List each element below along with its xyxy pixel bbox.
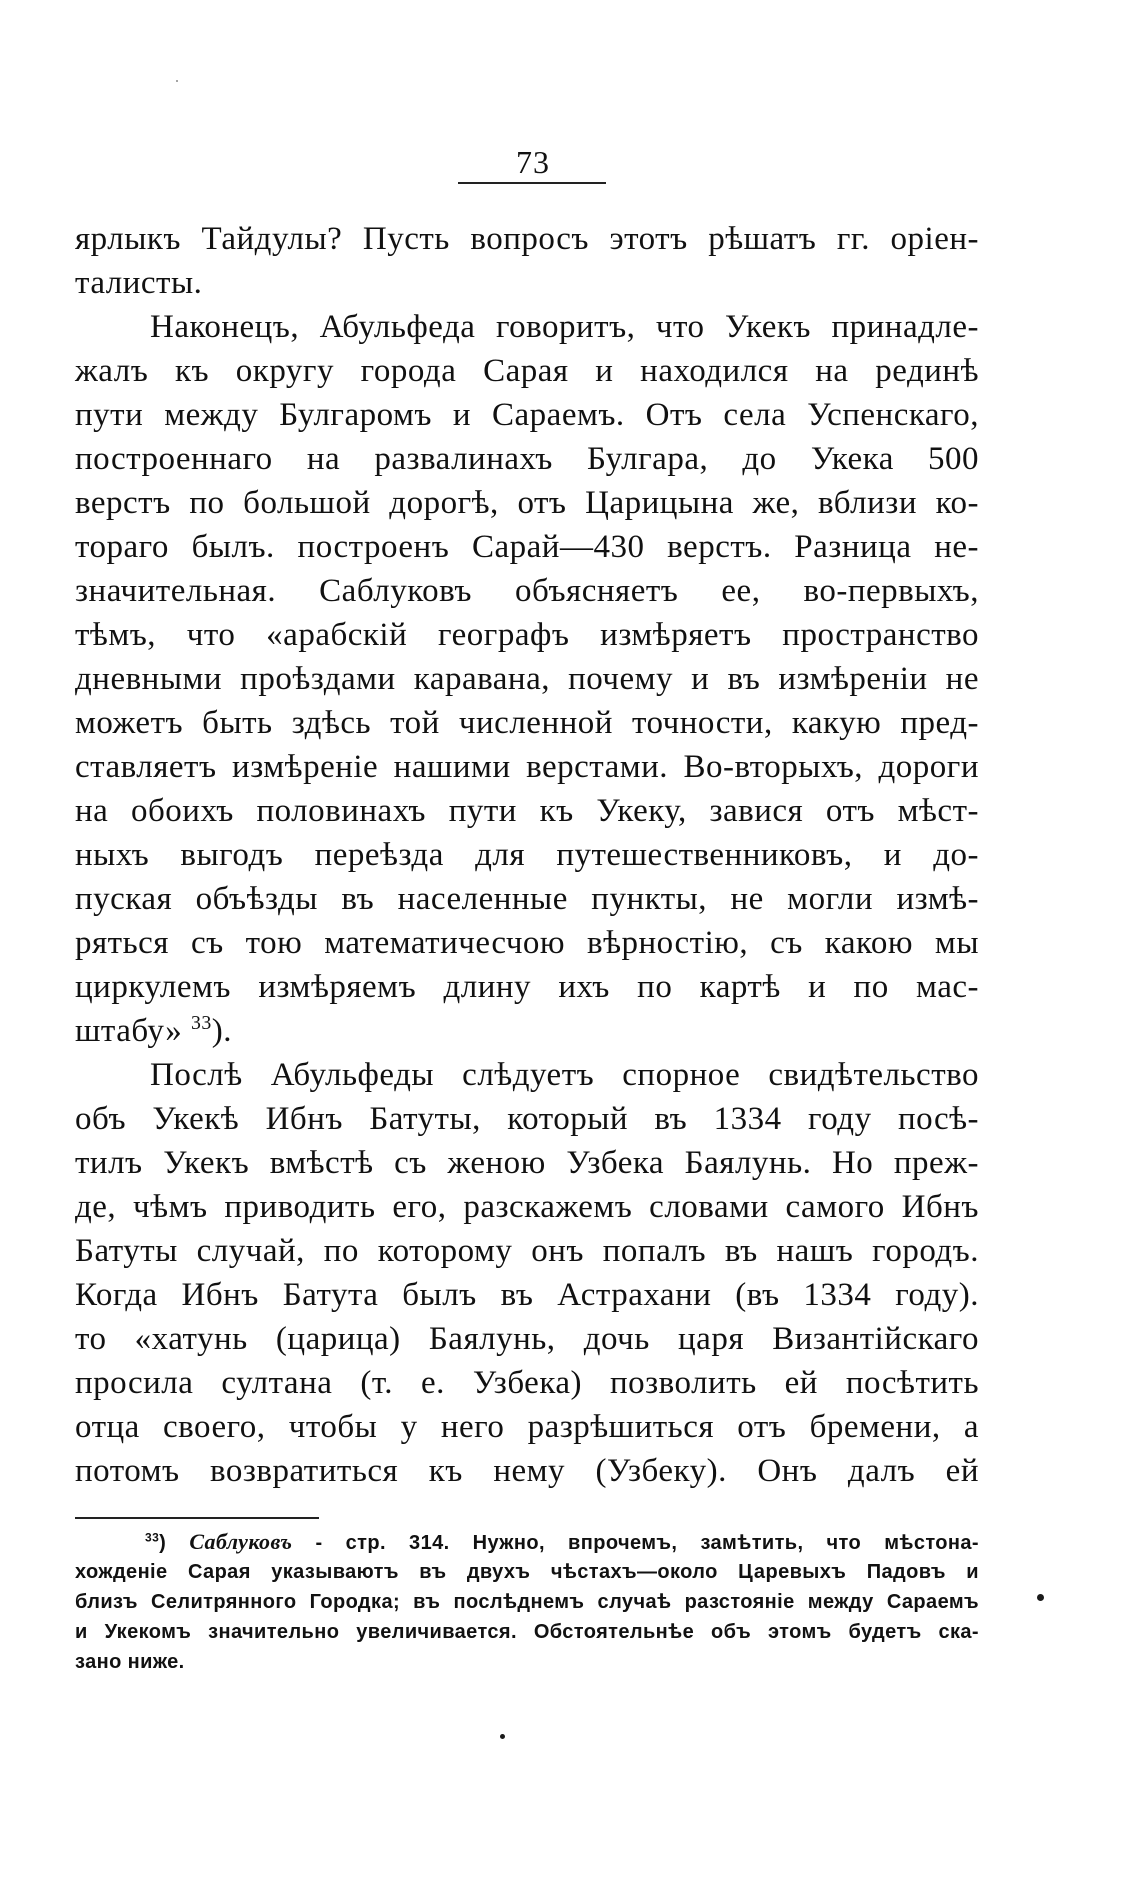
text-fragment: штабу» (75, 1013, 191, 1049)
text-line: талисты. (75, 265, 203, 301)
ink-speck (176, 80, 178, 82)
page-number: 73 (516, 144, 550, 180)
text-line: ныхъ выгодъ переѣзда для путешественниковъ, и до- (75, 837, 979, 873)
footnote-line: близъ Селитрянного Городка; въ послѣднемъ случаѣ разстояніе между Сараемъ (75, 1591, 979, 1613)
text-line: Наконецъ, Абульфеда говоритъ, что Укекъ принадле- (150, 309, 979, 345)
text-line: Батуты случай, по которому онъ попалъ въ нашъ городъ. (75, 1233, 979, 1269)
paragraph-3 (75, 1053, 979, 1493)
text-line: просила султана (т. е. Узбека) позволить ей посѣтить (75, 1365, 979, 1401)
text-line: отца своего, чтобы у него разрѣшиться отъ бремени, а (75, 1409, 979, 1445)
text-line: тѣмъ, что «арабскій географъ измѣряетъ пространство (75, 617, 979, 653)
ink-speck (1037, 1594, 1044, 1601)
text-fragment: ). (211, 1013, 233, 1049)
footnote-33 (75, 1527, 979, 1677)
text-line: можетъ быть здѣсь той численной точности, какую пред- (75, 705, 979, 741)
ink-speck (500, 1734, 505, 1739)
text-line: то «хатунь (царица) Баялунь, дочь царя Византійскаго (75, 1321, 979, 1357)
text-line: ставляетъ измѣреніе нашими верстами. Во-вторыхъ, дороги (75, 749, 979, 785)
footnote-line: зано ниже. (75, 1651, 185, 1673)
text-line: жалъ къ округу города Сарая и находился на рединѣ (75, 353, 979, 389)
footnote-line (75, 1527, 979, 1557)
footnote-line: хожденіе Сарая указываютъ въ двухъ чѣстахъ—около Царевыхъ Падовъ и (75, 1561, 979, 1583)
footnote-reference: 33 (191, 1012, 212, 1034)
footnote-line: и Укекомъ значительно увеличивается. Обстоятельнѣе объ этомъ будетъ ска- (75, 1621, 979, 1643)
text-line: тилъ Укекъ вмѣстѣ съ женою Узбека Баялунь. Но преж- (75, 1145, 979, 1181)
page-number-rule (458, 182, 606, 184)
text-line: циркулемъ измѣряемъ длину ихъ по картѣ и по мас- (75, 969, 979, 1005)
text-line: тораго былъ. построенъ Сарай—430 верстъ. Разница не- (75, 529, 979, 565)
text-line: объ Укекѣ Ибнъ Батуты, который въ 1334 году посѣ- (75, 1101, 979, 1137)
text-line: Послѣ Абульфеды слѣдуетъ спорное свидѣтельство (150, 1057, 979, 1093)
text-line: построеннаго на развалинахъ Булгара, до Укека 500 (75, 441, 979, 477)
footnote-rule (75, 1517, 319, 1519)
body-text (75, 217, 979, 1493)
text-line (75, 1009, 979, 1053)
text-line: пути между Булгаромъ и Сараемъ. Отъ села Успенскаго, (75, 397, 979, 433)
text-line: верстъ по большой дорогѣ, отъ Царицына же, вблизи ко- (75, 485, 979, 521)
text-line: Когда Ибнъ Батута былъ въ Астрахани (въ 1334 году). (75, 1277, 979, 1313)
text-line: значительная. Саблуковъ объясняетъ ее, во-первыхъ, (75, 573, 979, 609)
text-line: дневными проѣздами каравана, почему и въ измѣреніи не (75, 661, 979, 697)
paragraph-1 (75, 217, 979, 305)
text-line: на обоихъ половинахъ пути къ Укеку, завися отъ мѣст- (75, 793, 979, 829)
footnote-text: - стр. 314. Нужно, впрочемъ, замѣтить, что мѣстона- (292, 1532, 979, 1554)
text-line: пуская объѣзды въ населенные пункты, не могли измѣ- (75, 881, 979, 917)
text-line: ярлыкъ Тайдулы? Пусть вопросъ этотъ рѣшатъ гг. оріен- (75, 221, 979, 257)
text-line: потомъ возвратиться къ нему (Узбеку). Онъ далъ ей (75, 1453, 979, 1489)
footnote-marker: 33 (145, 1530, 160, 1545)
text-line: ряться съ тою математичесчою вѣрностію, съ какою мы (75, 925, 979, 961)
text-line: де, чѣмъ приводить его, разскажемъ словами самого Ибнъ (75, 1189, 979, 1225)
footnote-author: Саблуковъ (189, 1529, 293, 1554)
paragraph-2 (75, 305, 979, 1053)
footnote-paren: ) (159, 1532, 190, 1554)
